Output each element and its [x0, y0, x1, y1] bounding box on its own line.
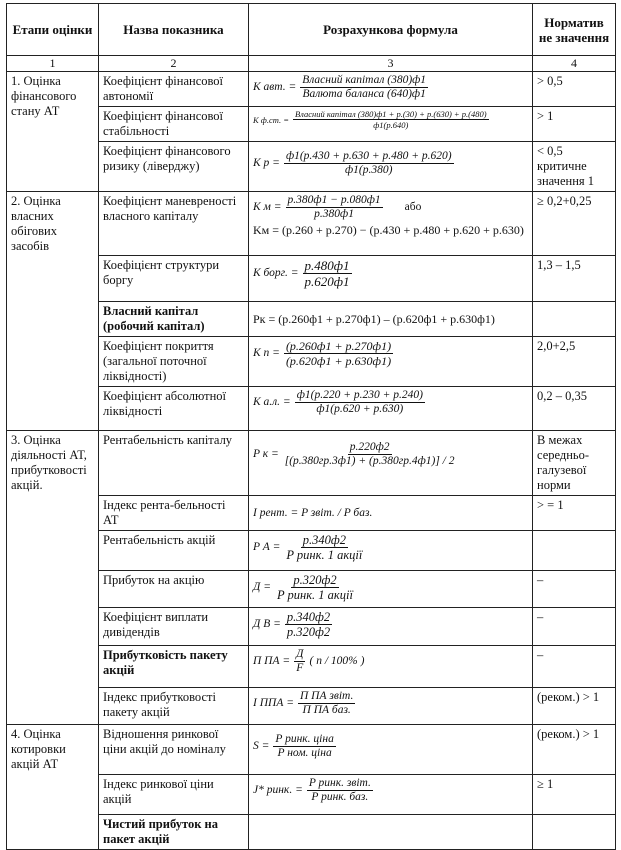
table-row	[7, 192, 616, 256]
table-row	[7, 775, 616, 815]
indicator-name: Прибуток на акцію	[99, 571, 249, 608]
formula-cell	[249, 688, 533, 725]
table-row	[7, 608, 616, 646]
formula-numerator: P ринк. звіт.	[308, 777, 371, 789]
formula-lhs: Д =	[253, 581, 271, 593]
formula-lhs: K авт. =	[253, 81, 297, 93]
stage-cell: 1. Оцінка фінансового стану АТ	[7, 72, 99, 192]
indicator-name: Чистий прибуток на пакет акцій	[99, 815, 249, 850]
column-number: 1	[7, 56, 99, 72]
formula-cell	[249, 142, 533, 192]
column-number: 2	[99, 56, 249, 72]
formula-cell	[249, 431, 533, 496]
column-number: 4	[533, 56, 616, 72]
formula-cell: I рент. = P звіт. / P баз.	[249, 496, 533, 531]
formula-numerator: P ринк. ціна	[275, 733, 334, 745]
formula-denominator: F	[296, 662, 304, 674]
formula-denominator: р.380ф1	[314, 208, 354, 220]
formula-denominator: P ринк. баз.	[311, 791, 369, 803]
formula-cell	[249, 725, 533, 775]
norm-value: ≥ 0,2+0,25	[533, 192, 616, 256]
formula-numerator: П ПА звіт.	[299, 690, 354, 702]
formula-cell	[249, 571, 533, 608]
table-row	[7, 815, 616, 850]
norm-value: > 0,5	[533, 72, 616, 107]
formula-numerator: р.220ф2	[349, 441, 390, 453]
table-row	[7, 337, 616, 387]
formula-cell	[249, 775, 533, 815]
formula-cell: Pк = (р.260ф1 + р.270ф1) – (р.620ф1 + р.630ф1)	[249, 302, 533, 337]
header-formula: Розрахункова формула	[249, 4, 533, 56]
norm-value	[533, 815, 616, 850]
indicator-name: Рентабельність капіталу	[99, 431, 249, 496]
indicator-name: Рентабельність акцій	[99, 531, 249, 571]
indicator-name: Коефіцієнт фінансової автономії	[99, 72, 249, 107]
indicator-name: Коефіцієнт фінансової стабільності	[99, 107, 249, 142]
norm-value: 0,2 – 0,35	[533, 387, 616, 431]
formula-lhs: I ППА =	[253, 697, 294, 709]
norm-value: (реком.) > 1	[533, 688, 616, 725]
norm-value: –	[533, 608, 616, 646]
formula-cell	[249, 107, 533, 142]
header-norm: Норматив не значення	[533, 4, 616, 56]
indicator-name: Індекс рента-бельності АТ	[99, 496, 249, 531]
table-row	[7, 531, 616, 571]
table-row	[7, 688, 616, 725]
formula-denominator: P ном. ціна	[277, 747, 332, 759]
stage-cell: 3. Оцінка діяльності АТ, прибутковості акцій.	[7, 431, 99, 725]
formula-denominator: ф1(р.380)	[345, 164, 393, 176]
norm-value: В межах середньо-галузевої норми	[533, 431, 616, 496]
formula-numerator: (р.260ф1 + р.270ф1)	[285, 339, 392, 353]
norm-value: > = 1	[533, 496, 616, 531]
norm-value: –	[533, 571, 616, 608]
indicator-name: Прибутковість пакету акцій	[99, 646, 249, 688]
indicator-name: Коефіцієнт виплати дивідендів	[99, 608, 249, 646]
formula-numerator: Власний капітал (380)ф1	[302, 74, 427, 86]
indicator-name: Індекс ринкової ціни акцій	[99, 775, 249, 815]
table-row	[7, 72, 616, 107]
formula-lhs: K р =	[253, 157, 280, 169]
table-row	[7, 142, 616, 192]
table-row	[7, 496, 616, 531]
indicator-name: Індекс прибутковості пакету акцій	[99, 688, 249, 725]
indicator-name: Власний капітал (робочий капітал)	[99, 302, 249, 337]
formula-denominator: П ПА баз.	[302, 704, 351, 716]
formula-numerator: ф1(р.220 + р.230 + р.240)	[296, 389, 423, 401]
formula-numerator: р.320ф2	[293, 573, 337, 587]
formula-cell	[249, 646, 533, 688]
norm-value: –	[533, 646, 616, 688]
norm-value: 1,3 – 1,5	[533, 256, 616, 302]
header-stage: Етапи оцінки	[7, 4, 99, 56]
formula-numerator: р.340ф2	[286, 610, 331, 624]
indicator-table	[6, 3, 616, 850]
indicator-name: Відношення ринкової ціни акцій до номіналу	[99, 725, 249, 775]
formula-numerator: Д	[296, 648, 304, 660]
table-row	[7, 646, 616, 688]
formula-denominator: P ринк. 1 акції	[286, 548, 363, 562]
formula-denominator: P ринк. 1 акції	[276, 588, 353, 602]
formula-denominator: р.620ф1	[304, 274, 350, 289]
formula-cell	[249, 387, 533, 431]
formula-numerator: р.380ф1 − р.080ф1	[287, 194, 381, 206]
norm-value: (реком.) > 1	[533, 725, 616, 775]
formula-cell	[249, 256, 533, 302]
norm-value: 2,0+2,5	[533, 337, 616, 387]
formula-cell	[249, 337, 533, 387]
norm-value: < 0,5 критичне значення 1	[533, 142, 616, 192]
header-indicator-name: Назва показника	[99, 4, 249, 56]
formula-or: або	[404, 201, 422, 213]
formula-cell	[249, 192, 533, 256]
indicator-name: Коефіцієнт фінансового ризику (ліверджу)	[99, 142, 249, 192]
table-row	[7, 725, 616, 775]
column-number: 3	[249, 56, 533, 72]
formula-lhs: K ф.ст. =	[253, 114, 289, 125]
stage-cell: 2. Оцінка власних обігових засобів	[7, 192, 99, 431]
formula-multiplier: ( n / 100% )	[309, 655, 365, 667]
formula-denominator: ф1(р.640)	[373, 120, 409, 130]
indicator-name: Коефіцієнт структури боргу	[99, 256, 249, 302]
formula-numerator: ф1(р.430 + р.630 + р.480 + р.620)	[285, 150, 452, 162]
formula-cell	[249, 531, 533, 571]
table-row	[7, 107, 616, 142]
formula-lhs: K п =	[253, 347, 280, 359]
table-row	[7, 571, 616, 608]
table-row	[7, 302, 616, 337]
indicator-name: Коефіцієнт абсолютної ліквідності	[99, 387, 249, 431]
formula-lhs: P к =	[253, 448, 279, 460]
indicator-name: Коефіцієнт покриття (загальної поточної ліквідності)	[99, 337, 249, 387]
formula-lhs: J* ринк. =	[253, 784, 303, 796]
formula-cell	[249, 815, 533, 850]
norm-value: ≥ 1	[533, 775, 616, 815]
formula-lhs: S =	[253, 740, 270, 752]
formula-denominator: ф1(р.620 + р.630)	[316, 403, 404, 415]
indicator-name: Коефіцієнт маневреності власного капіталу	[99, 192, 249, 256]
formula-lhs: K а.л. =	[253, 396, 291, 408]
formula-denominator: Валюта баланса (640)ф1	[302, 88, 426, 100]
formula-denominator: (р.620ф1 + р.630ф1)	[285, 354, 392, 368]
formula-cell	[249, 72, 533, 107]
formula-lhs: П ПА =	[253, 655, 291, 667]
stage-cell: 4. Оцінка котировки акцій АТ	[7, 725, 99, 850]
table-row	[7, 256, 616, 302]
formula-lhs: P А =	[253, 541, 281, 553]
norm-value	[533, 531, 616, 571]
formula-lhs: K м =	[253, 201, 282, 213]
column-number-row	[7, 56, 616, 72]
formula-alt: Kм = (р.260 + р.270) − (р.430 + р.480 + р.620 + р.630)	[253, 223, 524, 237]
table-row	[7, 387, 616, 431]
table-row	[7, 431, 616, 496]
formula-numerator: Власний капітал (380)ф1 + р.(30) + р.(630) + р.(480)	[294, 109, 487, 119]
formula-lhs: K борг. =	[253, 267, 299, 279]
formula-numerator: р.340ф2	[302, 533, 346, 547]
formula-lhs: Д В =	[253, 618, 281, 630]
formula-denominator: [(р.380гр.3ф1) + (р.380гр.4ф1)] / 2	[284, 455, 455, 467]
header-row	[7, 4, 616, 56]
norm-value: > 1	[533, 107, 616, 142]
formula-cell	[249, 608, 533, 646]
formula-numerator: р.480ф1	[304, 258, 350, 273]
norm-value	[533, 302, 616, 337]
formula-denominator: р.320ф2	[286, 625, 331, 639]
